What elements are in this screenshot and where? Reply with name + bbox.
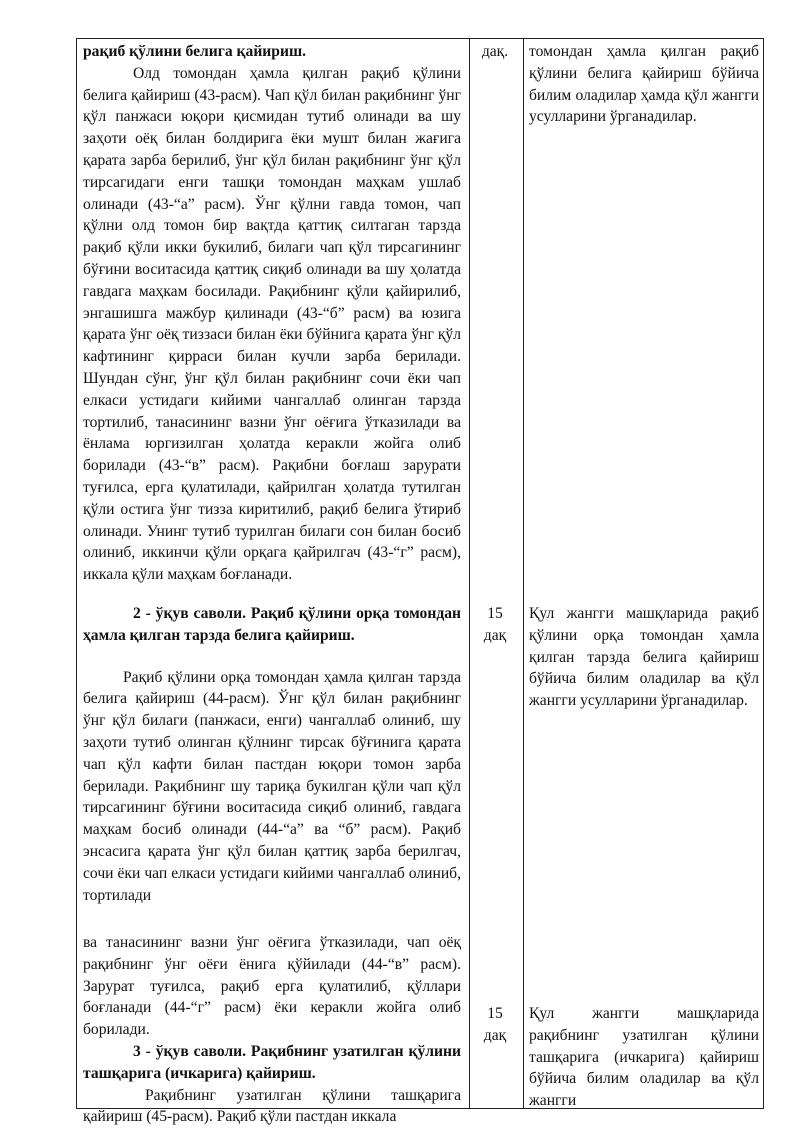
outcome-text-1: томондан ҳамла қилган рақиб қўлини белига қайириш бўйича билим оладилар ҳамда қўл жангги усулларини ўрганадилар. [529, 43, 759, 126]
time-unit-1: дақ. [481, 43, 509, 60]
time-cell-2 [475, 603, 515, 647]
time-cell-3 [475, 1003, 515, 1047]
paragraph-2: Рақиб қўлини орқа томондан ҳамла қилган тарзда белига қайириш (44-расм). Ўнг қўл билан рақибнинг ўнг қўл билаги (панжаси, енги) чангаллаб олиниб, шу заҳоти тутиб олинган қўлнинг тирсак бўғинига қарата чап қўл кафти билан пастдан юқори томон зарба берилади. Рақибнинг шу тариқа букилган қўли чап қўл тирсагининг бўғини воситасида сиқиб олиниб, гавдага маҳкам босиб олинади (44-“а” ва “б” расм). Рақиб энсасига қарата ўнг қўл билан қаттиқ зарба берилгач, сочи ёки чап елкаси устидаги кийими чангаллаб олиниб, тортилади [83, 668, 461, 904]
time-cell-1 [475, 41, 515, 63]
paragraph-4: Рақибнинг узатилган қўлини ташқарига қайириш (45-расм). Рақиб қўли пастдан иккала [83, 1086, 461, 1126]
paragraph-1: Олд томондан ҳамла қилган рақиб қўлини белига қайириш (43-расм). Чап қўл билан рақибнинг ўнг қўл панжаси юқори қисмидан тутиб олинади ва шу заҳоти оёқ билан болдирига ёки мушт билан жағига қарата зарба берилиб, ўнг қўл билан рақибнинг ўнг қўл тирсагидаги енги ташқи томондан маҳкам ушлаб олинади (43-“а” расм). Ўнг қўлни гавда томон, чап қўлни олд томон бир вақтда қаттиқ силтаган тарзда рақиб қўли икки букилиб, билаги чап қўл тирсагининг бўғини воситасида қаттиқ сиқиб олинади ва шу ҳолатда гавдага маҳкам босилади. Рақибнинг қўли қайирилиб, энгашишга мажбур қилинади (43-“б” расм) ва юзига қарата ўнг оёқ тиззаси билан ёки бўйнига қарата ўнг қўл кафтининг қирраси билан кучли зарба берилади. Шундан сўнг, ўнг қўл билан рақибнинг сочи ёки чап елкаси устидаги кийими чангаллаб олинган тарзда тортилиб, танасининг вазни ўнг оёғига ўтказилади ва ёнлама юргизилган ҳолатда керакли жойга олиб борилади (43-“в” расм). Рақибни боғлаш зарурати туғилса, ерга қулатилади, қайрилган ҳолатда тутилган қўли остига ўнг тизза киритилиб, рақиб белига ўтириб олинади. Унинг тутиб турилган билаги сон билан босиб олиниб, иккинчи қўли орқага қайрилгач (43-“г” расм), иккала қўли маҳкам боғланади. [83, 64, 461, 584]
section-heading-1: рақиб қўлини белига қайириш. [83, 43, 307, 60]
time-unit-2: дақ [483, 626, 507, 644]
column-divider-1 [469, 39, 470, 1108]
column-divider-2 [523, 39, 524, 1108]
time-unit-3: дақ [483, 1026, 507, 1044]
content-block-2 [83, 603, 461, 906]
content-block-3 [83, 932, 461, 1128]
outcome-text-2: Қул жангги машқларида рақиб қўлини орқа томондан ҳамла қилган тарзда белига қайириш бўйича билим оладилар ва қўл жангги усулларини ўрганадилар. [529, 605, 759, 710]
outcome-cell-1 [529, 41, 759, 128]
section-heading-2: 2 - ўқув саволи. Рақиб қўлини орқа томондан ҳамла қилган тарзда белига қайириш. [83, 605, 461, 644]
time-value-3: 15 [487, 1005, 503, 1022]
outcome-cell-2 [529, 603, 759, 712]
lesson-table [76, 38, 764, 1126]
paragraph-3: ва танасининг вазни ўнг оёғига ўтказилади, чап оёқ рақибнинг ўнг оёғи ёнига қўйилади (44-“в” расм). Зарурат туғилса, рақиб ерга қулатилиб, қўллари боғланади (44-“г” расм) ёки керакли жойга олиб борилади. [83, 934, 461, 1039]
time-value-2: 15 [487, 605, 503, 622]
outcome-cell-3 [529, 1003, 759, 1112]
outcome-text-3: Қул жангги машқларида рақибнинг узатилган қўлини ташқарига (ичкарига) қайириш бўйича билим оладилар ва қўл жангги [529, 1005, 759, 1110]
content-block-1 [83, 41, 461, 586]
section-heading-3: 3 - ўқув саволи. Рақибнинг узатилган қўлини ташқарига (ичкарига) қайириш. [83, 1042, 461, 1082]
